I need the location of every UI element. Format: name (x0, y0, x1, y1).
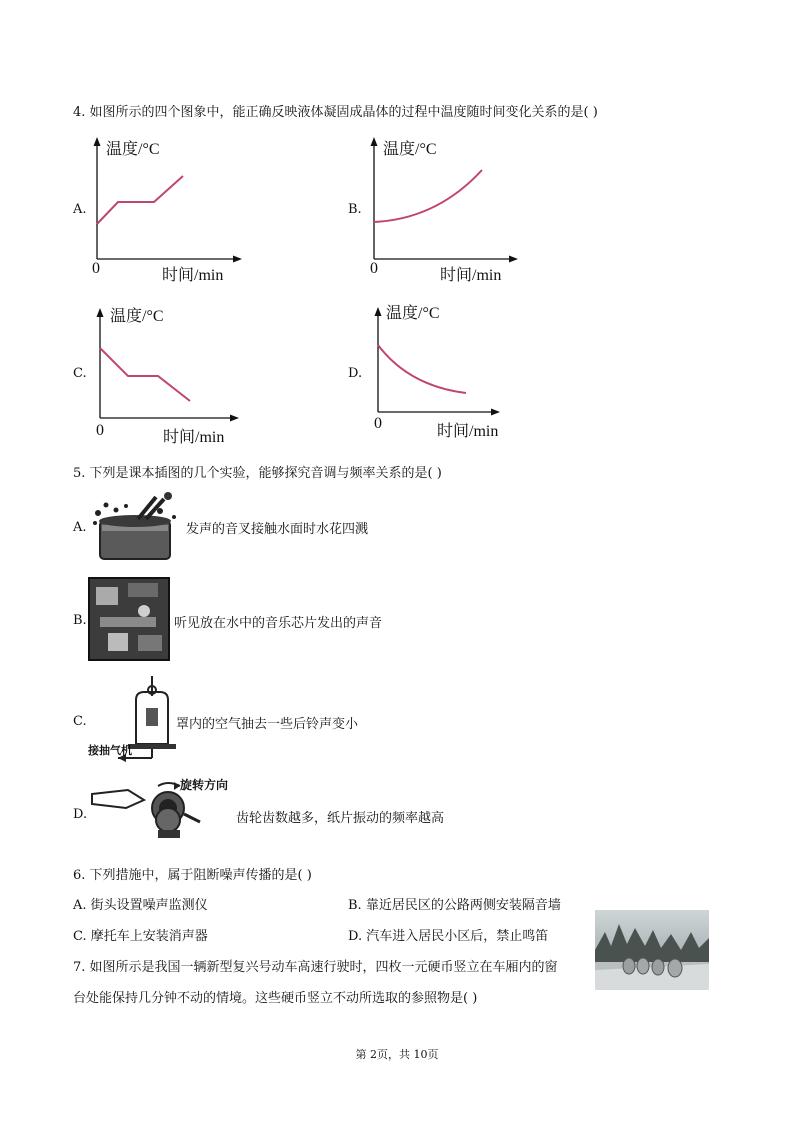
q6-option-c-label: C. (73, 929, 87, 944)
q4-graph-d (364, 298, 534, 448)
graph-d-ylabel: 温度/°C (386, 305, 440, 322)
music-chip-water-image (88, 577, 170, 661)
q4-option-d-label: D. (348, 366, 363, 381)
graph-a-curve (97, 176, 183, 224)
graph-c-xlabel: 时间/min (163, 429, 225, 446)
q5-option-d-label: D. (73, 807, 88, 822)
q6-option-b (348, 894, 561, 913)
q4-option-a-label: A. (73, 202, 87, 217)
graph-b-xlabel: 时间/min (440, 267, 502, 284)
q4-graph-c (86, 300, 256, 450)
graph-a-xlabel: 时间/min (162, 267, 224, 284)
q6-stem: 6. 下列措施中，属于阻断噪声传播的是( ) (73, 868, 312, 883)
q5-stem: 5. 下列是课本插图的几个实验，能够探究音调与频率关系的是( ) (73, 466, 442, 481)
graph-c-curve (100, 348, 190, 401)
tuning-fork-water-image (90, 491, 182, 563)
rotation-direction-label: 旋转方向 (180, 778, 229, 792)
q4-stem: 4. 如图所示的四个图象中，能正确反映液体凝固成晶体的过程中温度随时间变化关系的是( ) (73, 105, 598, 120)
q6-option-a-label: A. (73, 898, 87, 913)
q6-option-d-label: D. (348, 929, 363, 944)
q4-option-b-label: B. (348, 202, 362, 217)
graph-a-ylabel: 温度/°C (106, 141, 160, 158)
bell-jar-image (88, 674, 188, 764)
gear-card-image (88, 774, 238, 840)
q7-line-2: 台处能保持几分钟不动的情境。这些硬币竖立不动所选取的参照物是( ) (73, 991, 478, 1006)
q6-option-b-label: B. (348, 898, 362, 913)
q6-option-a (73, 894, 208, 913)
q6-option-c (73, 925, 208, 944)
graph-d-curve (378, 345, 466, 393)
q6-option-d-text: 汽车进入居民小区后，禁止鸣笛 (366, 929, 549, 944)
graph-b-ylabel: 温度/°C (383, 141, 437, 158)
graph-c-ylabel: 温度/°C (110, 308, 164, 325)
q5-option-c-label: C. (73, 714, 87, 729)
q6-option-a-text: 街头设置噪声监测仪 (90, 898, 208, 913)
graph-a-origin: 0 (92, 260, 100, 277)
q5-option-b-text: 听见放在水中的音乐芯片发出的声音 (174, 616, 383, 631)
q6-option-b-text: 靠近居民区的公路两侧安装隔音墙 (365, 898, 561, 913)
q4-graph-a (84, 134, 254, 284)
q5-option-c-text: 罩内的空气抽去一些后铃声变小 (176, 717, 359, 732)
q5-option-a-label: A. (73, 520, 87, 535)
graph-c-origin: 0 (96, 422, 104, 439)
page-number-footer: 第 2页，共 10页 (355, 1048, 439, 1061)
graph-b-origin: 0 (370, 260, 378, 277)
q5-option-a-text: 发声的音叉接触水面时水花四溅 (186, 522, 369, 537)
vacuum-pump-label: 接抽气机 (88, 744, 132, 757)
graph-d-xlabel: 时间/min (437, 423, 499, 440)
q6-option-d (348, 925, 548, 944)
graph-b-curve (374, 170, 482, 222)
q7-line-1: 7. 如图所示是我国一辆新型复兴号动车高速行驶时，四枚一元硬币竖立在车厢内的窗 (73, 960, 558, 975)
q6-option-c-text: 摩托车上安装消声器 (90, 929, 208, 944)
train-coins-photo (595, 910, 709, 990)
q5-option-b-label: B. (73, 613, 87, 628)
q4-graph-b (362, 134, 532, 284)
q5-option-d-text: 齿轮齿数越多，纸片振动的频率越高 (236, 811, 445, 826)
graph-d-origin: 0 (374, 415, 382, 432)
q4-option-c-label: C. (73, 366, 87, 381)
